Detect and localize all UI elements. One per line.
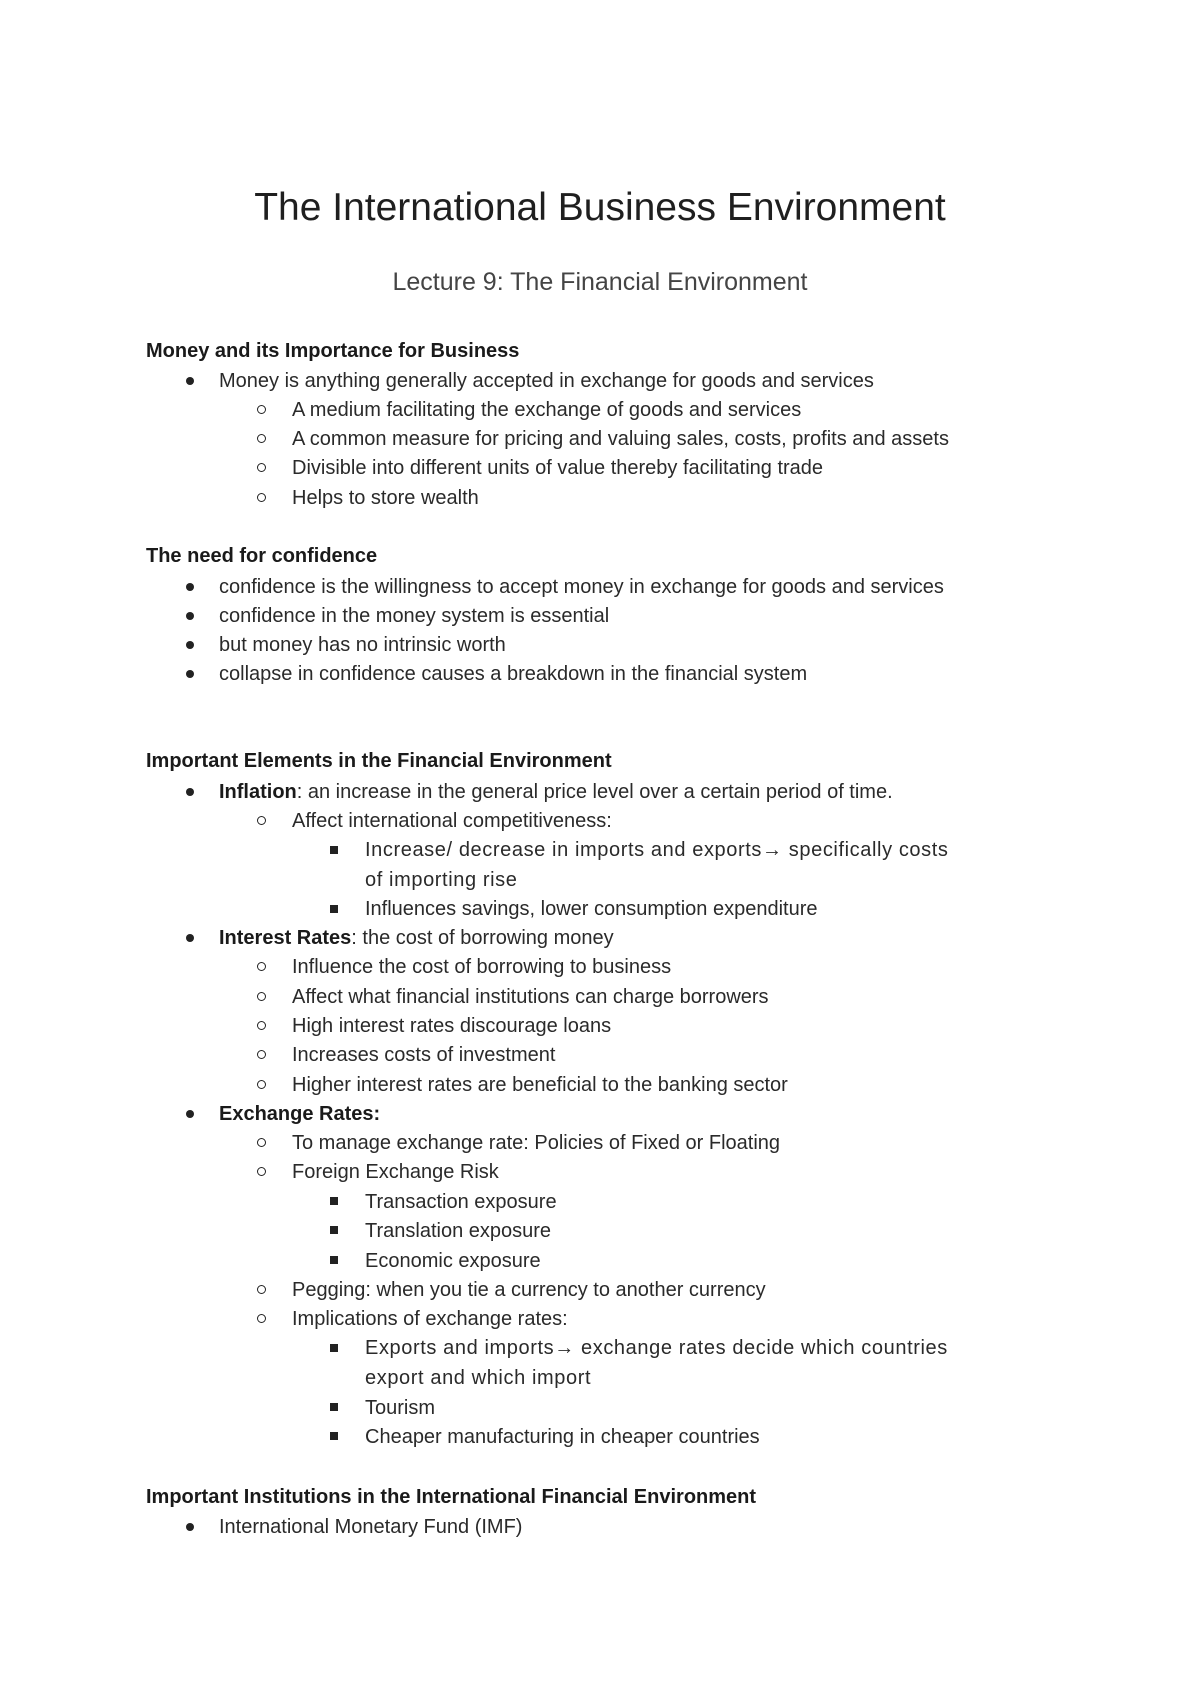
square-bullet-icon (330, 1403, 338, 1411)
document-subtitle: Lecture 9: The Financial Environment (392, 268, 808, 296)
circle-bullet-icon (257, 1138, 266, 1147)
list-item: Helps to store wealth (292, 487, 479, 509)
list-item: Translation exposure (365, 1220, 552, 1242)
section-heading-confidence: The need for confidence (146, 545, 378, 567)
disc-bullet-icon (186, 670, 194, 678)
list-item: Increase/ decrease in imports and exports→ specifically costs (365, 839, 949, 861)
circle-bullet-icon (257, 1050, 266, 1059)
term-exchange-rates: Exchange Rates: (219, 1103, 381, 1125)
disc-bullet-icon (186, 1523, 194, 1531)
list-item-exchange-rates (219, 1101, 380, 1127)
section-heading-elements: Important Elements in the Financial Environment (146, 750, 612, 772)
disc-bullet-icon (186, 934, 194, 942)
circle-bullet-icon (257, 992, 266, 1001)
term-interest-rates: Interest Rates (219, 927, 352, 949)
circle-bullet-icon (257, 1021, 266, 1030)
circle-bullet-icon (257, 962, 266, 971)
list-item: confidence in the money system is essential (219, 605, 610, 627)
list-item: Implications of exchange rates: (292, 1308, 568, 1330)
square-bullet-icon (330, 905, 338, 913)
list-item: confidence is the willingness to accept money in exchange for goods and services (219, 576, 944, 598)
list-item: A common measure for pricing and valuing sales, costs, profits and assets (292, 428, 949, 450)
section-heading-money: Money and its Importance for Business (146, 340, 520, 362)
list-item: Exports and imports→ exchange rates decide which countries (365, 1337, 948, 1359)
square-bullet-icon (330, 1432, 338, 1440)
list-item: Divisible into different units of value thereby facilitating trade (292, 457, 824, 479)
list-item: Cheaper manufacturing in cheaper countries (365, 1426, 760, 1448)
list-item: Higher interest rates are beneficial to the banking sector (292, 1074, 788, 1096)
circle-bullet-icon (257, 463, 266, 472)
disc-bullet-icon (186, 377, 194, 385)
circle-bullet-icon (257, 434, 266, 443)
square-bullet-icon (330, 1256, 338, 1264)
list-item: but money has no intrinsic worth (219, 634, 506, 656)
list-item: collapse in confidence causes a breakdown in the financial system (219, 663, 808, 685)
term-inflation: Inflation (219, 781, 297, 803)
list-item: Influence the cost of borrowing to business (292, 956, 672, 978)
list-item: A medium facilitating the exchange of goods and services (292, 399, 802, 421)
section-heading-institutions: Important Institutions in the International Financial Environment (146, 1486, 757, 1508)
square-bullet-icon (330, 1226, 338, 1234)
list-item: High interest rates discourage loans (292, 1015, 612, 1037)
definition-inflation: : an increase in the general price level over a certain period of time. (296, 781, 893, 803)
circle-bullet-icon (257, 1314, 266, 1323)
list-item: Tourism (365, 1397, 436, 1419)
list-item: Influences savings, lower consumption expenditure (365, 898, 818, 920)
list-item-continuation: export and which import (365, 1367, 592, 1389)
list-item: Economic exposure (365, 1250, 541, 1272)
disc-bullet-icon (186, 1110, 194, 1118)
list-item: Money is anything generally accepted in exchange for goods and services (219, 370, 874, 392)
document-title: The International Business Environment (254, 186, 946, 229)
list-item: Transaction exposure (365, 1191, 557, 1213)
list-item: Affect what financial institutions can charge borrowers (292, 986, 769, 1008)
circle-bullet-icon (257, 493, 266, 502)
list-item: Pegging: when you tie a currency to another currency (292, 1279, 766, 1301)
definition-interest-rates: : the cost of borrowing money (351, 927, 614, 949)
list-item: To manage exchange rate: Policies of Fixed or Floating (292, 1132, 781, 1154)
square-bullet-icon (330, 1344, 338, 1352)
disc-bullet-icon (186, 641, 194, 649)
circle-bullet-icon (257, 816, 266, 825)
circle-bullet-icon (257, 1167, 266, 1176)
list-item-inflation (219, 779, 893, 805)
list-item: Increases costs of investment (292, 1044, 556, 1066)
circle-bullet-icon (257, 405, 266, 414)
circle-bullet-icon (257, 1080, 266, 1089)
disc-bullet-icon (186, 788, 194, 796)
list-item: Foreign Exchange Risk (292, 1161, 499, 1183)
list-item: International Monetary Fund (IMF) (219, 1516, 523, 1538)
square-bullet-icon (330, 846, 338, 854)
disc-bullet-icon (186, 612, 194, 620)
list-item-interest-rates (219, 925, 614, 951)
circle-bullet-icon (257, 1285, 266, 1294)
disc-bullet-icon (186, 583, 194, 591)
list-item-continuation: of importing rise (365, 869, 518, 891)
square-bullet-icon (330, 1197, 338, 1205)
list-item: Affect international competitiveness: (292, 810, 612, 832)
